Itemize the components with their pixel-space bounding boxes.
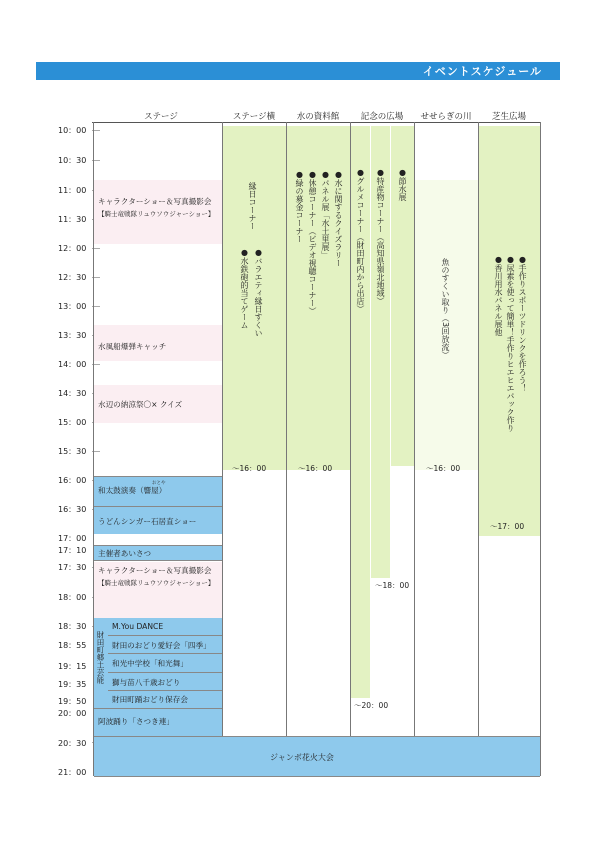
plaza-products: ●特産物コーナー（高知県嶺北地域） <box>376 168 385 305</box>
river-until: ～16：00 <box>426 464 461 473</box>
time-label: 18：00 <box>58 593 87 602</box>
lawn-item: ●香川用水パネル展他 <box>494 255 503 336</box>
folk-arts-group-label: 財田町郷土芸能 <box>96 631 105 684</box>
time-label: 19：50 <box>58 697 87 706</box>
plaza-until-2000: ～20：00 <box>354 701 389 710</box>
grid-line <box>108 653 222 654</box>
grid-line <box>478 122 479 736</box>
time-label: 18：30 <box>58 622 87 631</box>
column-header-plaza: 記念の広場 <box>360 112 404 122</box>
museum-item: ●水に関するクイズラリー <box>334 170 343 267</box>
page-title: イベントスケジュール <box>422 65 542 78</box>
column-header-river: せせらぎの川 <box>420 112 472 122</box>
time-label: 12：30 <box>58 273 87 282</box>
fireworks-label: ジャンボ花火大会 <box>270 753 334 762</box>
time-label: 16：00 <box>58 476 87 485</box>
grid-line <box>286 122 287 736</box>
museum-item: ●パネル展「水土里展」 <box>321 170 330 259</box>
stage-event-shiki: 財田のおどり愛好会「四季」 <box>112 641 211 650</box>
stage-event-char-show-1-sub: 【騎士竜戦隊リュウソウジャーショー】 <box>98 210 215 218</box>
time-label: 11：30 <box>58 215 87 224</box>
time-label: 12：00 <box>58 244 87 253</box>
stage-event-taiko: 和太鼓演奏（響屋） <box>98 486 167 495</box>
time-label: 17：30 <box>58 563 87 572</box>
grid-line <box>94 506 222 507</box>
stage-side-item: ●バラエティ縁日すくい <box>254 248 263 337</box>
grid-line <box>414 122 415 736</box>
time-label: 17：00 <box>58 534 87 543</box>
grid-line <box>350 122 351 736</box>
lawn-item: ●尿素を使って簡単！手作りヒエヒエパック作り <box>506 255 515 432</box>
grid-line <box>94 708 222 709</box>
stage-event-quiz: 水辺の納涼祭〇× クイズ <box>98 400 183 409</box>
museum-item: ●緑の募金コーナー <box>295 170 304 243</box>
header-banner <box>36 62 560 80</box>
museum-item: ●休憩コーナー（ビデオ視聴コーナー） <box>308 170 317 315</box>
grid-line <box>540 122 541 776</box>
time-label: 19：15 <box>58 662 87 671</box>
grid-line <box>94 476 222 477</box>
stage-event-char-show-1: キャラクターショー＆写真撮影会 <box>98 197 212 206</box>
time-label: 15：00 <box>58 418 87 427</box>
stage-event-udon: うどんシンガー石居直ショー <box>98 517 197 526</box>
plaza-until-1800: ～18：00 <box>375 581 410 590</box>
time-label: 11：00 <box>58 186 87 195</box>
stage-side-until: ～16：00 <box>232 464 267 473</box>
grid-line <box>108 672 222 673</box>
grid-line <box>108 635 222 636</box>
stage-event-awa: 阿波踊り「さつき連」 <box>98 717 174 726</box>
grid-line <box>94 545 222 546</box>
time-label: 19：35 <box>58 680 87 689</box>
time-label: 20：30 <box>58 739 87 748</box>
grid-line <box>108 690 222 691</box>
column-header-lawn: 芝生広場 <box>491 112 526 122</box>
grid-line <box>93 122 94 776</box>
grid-line <box>94 736 540 737</box>
time-label: 13：00 <box>58 302 87 311</box>
grid-line <box>94 560 222 561</box>
time-label: 16：30 <box>58 505 87 514</box>
column-header-stage-side: ステージ横 <box>232 112 276 122</box>
lawn-until: ～17：00 <box>490 522 525 531</box>
time-label: 10：00 <box>58 126 87 135</box>
stage-side-item: ●水鉄砲的当てゲーム <box>240 248 249 329</box>
time-label: 21：00 <box>58 768 87 777</box>
plaza-gourmet: ●グルメコーナー（財田町内から出店） <box>356 168 365 313</box>
time-label: 14：30 <box>58 389 87 398</box>
time-label: 18：55 <box>58 641 87 650</box>
time-label: 17：10 <box>58 546 87 555</box>
stage-event-odori: 財田町踊おどり保存会 <box>112 695 188 704</box>
column-header-museum: 水の資料館 <box>296 112 340 122</box>
stage-side-title: 縁日コーナー <box>248 182 257 230</box>
time-label: 14：00 <box>58 360 87 369</box>
grid-line <box>94 776 540 777</box>
stage-event-char-show-2: キャラクターショー＆写真撮影会 <box>98 566 212 575</box>
stage-event-myou-dance: M.You DANCE <box>112 622 164 631</box>
time-label: 10：30 <box>58 156 87 165</box>
header-divider <box>92 122 540 123</box>
column-header-stage: ステージ <box>144 112 178 122</box>
museum-until: ～16：00 <box>298 464 333 473</box>
stage-event-taiko-ruby: おとや <box>152 481 166 486</box>
stage-event-yoyo: 獅与苗八千歳おどり <box>112 678 181 687</box>
time-label: 13：30 <box>58 331 87 340</box>
time-label: 15：30 <box>58 447 87 456</box>
stage-event-balloon: 水風船爆弾キャッチ <box>98 342 167 351</box>
stage-event-greeting: 主催者あいさつ <box>98 549 152 558</box>
river-fishing: 魚のすくい取り（3回放流） <box>441 258 450 360</box>
lawn-item: ●手作りスポーツドリンクを作ろう！ <box>518 255 527 392</box>
plaza-water: ●節水展 <box>398 168 407 201</box>
stage-event-char-show-2-sub: 【騎士竜戦隊リュウソウジャーショー】 <box>98 579 215 587</box>
grid-line <box>222 122 223 736</box>
time-label: 20：00 <box>58 709 87 718</box>
stage-event-wakou: 和光中学校「和光舞」 <box>112 659 188 668</box>
